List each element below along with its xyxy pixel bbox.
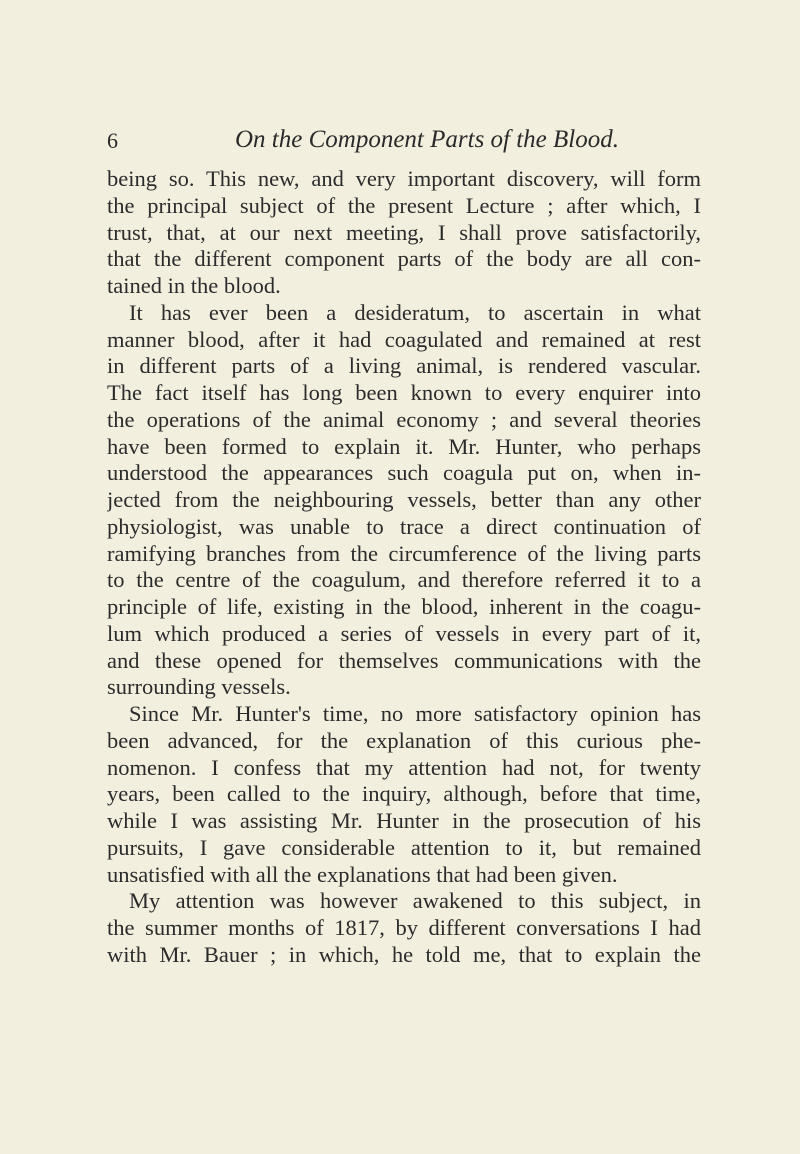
text-line: lum which produced a series of vessels in every part of it, — [107, 620, 701, 646]
text-line: while I was assisting Mr. Hunter in the prosecution of his — [107, 808, 701, 833]
text-line: physiologist, was unable to trace a direct continuation of — [107, 513, 701, 539]
page-number: 6 — [107, 128, 118, 153]
text-line: tained in the blood. — [107, 273, 281, 298]
text-line: trust, that, at our next meeting, I shall prove satisfactorily, — [107, 219, 701, 245]
text-line: in different parts of a living animal, is rendered vascular. — [107, 353, 701, 379]
text-line: the summer months of 1817, by different conversations I had — [107, 915, 701, 940]
text-line: and these opened for themselves communications with the — [107, 647, 701, 673]
text-line: jected from the neighbouring vessels, better than any other — [107, 487, 701, 512]
text-line: that the different component parts of the body are all con- — [107, 246, 701, 272]
text-line: It has ever been a desideratum, to ascertain in what — [129, 299, 701, 325]
text-line: been advanced, for the explanation of this curious phe- — [107, 727, 701, 753]
text-line: with Mr. Bauer ; in which, he told me, that to explain the — [107, 941, 701, 967]
running-title: On the Component Parts of the Blood. — [235, 126, 619, 153]
text-line: pursuits, I gave considerable attention to it, but remained — [107, 834, 701, 860]
text-line: to the centre of the coagulum, and therefore referred it to a — [107, 567, 701, 593]
text-line: Since Mr. Hunter's time, no more satisfactory opinion has — [129, 701, 701, 726]
text-line: the principal subject of the present Lecture ; after which, I — [107, 192, 701, 218]
text-line: The fact itself has long been known to every enquirer into — [107, 380, 701, 405]
text-line: understood the appearances such coagula put on, when in- — [107, 460, 701, 486]
text-line: the operations of the animal economy ; and several theories — [107, 406, 701, 432]
running-head — [107, 126, 701, 162]
text-line: being so. This new, and very important discovery, will form — [107, 166, 701, 191]
text-line: nomenon. I confess that my attention had not, for twenty — [107, 754, 701, 780]
text-line: have been formed to explain it. Mr. Hunter, who perhaps — [107, 433, 701, 459]
text-line: manner blood, after it had coagulated and remained at rest — [107, 326, 701, 352]
text-line: My attention was however awakened to this subject, in — [129, 888, 701, 914]
text-line: principle of life, existing in the blood, inherent in the coagu- — [107, 594, 701, 619]
text-line: unsatisfied with all the explanations that had been given. — [107, 861, 618, 887]
text-line: surrounding vessels. — [107, 674, 291, 700]
text-line: ramifying branches from the circumference of the living parts — [107, 540, 701, 566]
text-line: years, been called to the inquiry, although, before that time, — [107, 781, 701, 807]
body-text — [107, 166, 701, 969]
